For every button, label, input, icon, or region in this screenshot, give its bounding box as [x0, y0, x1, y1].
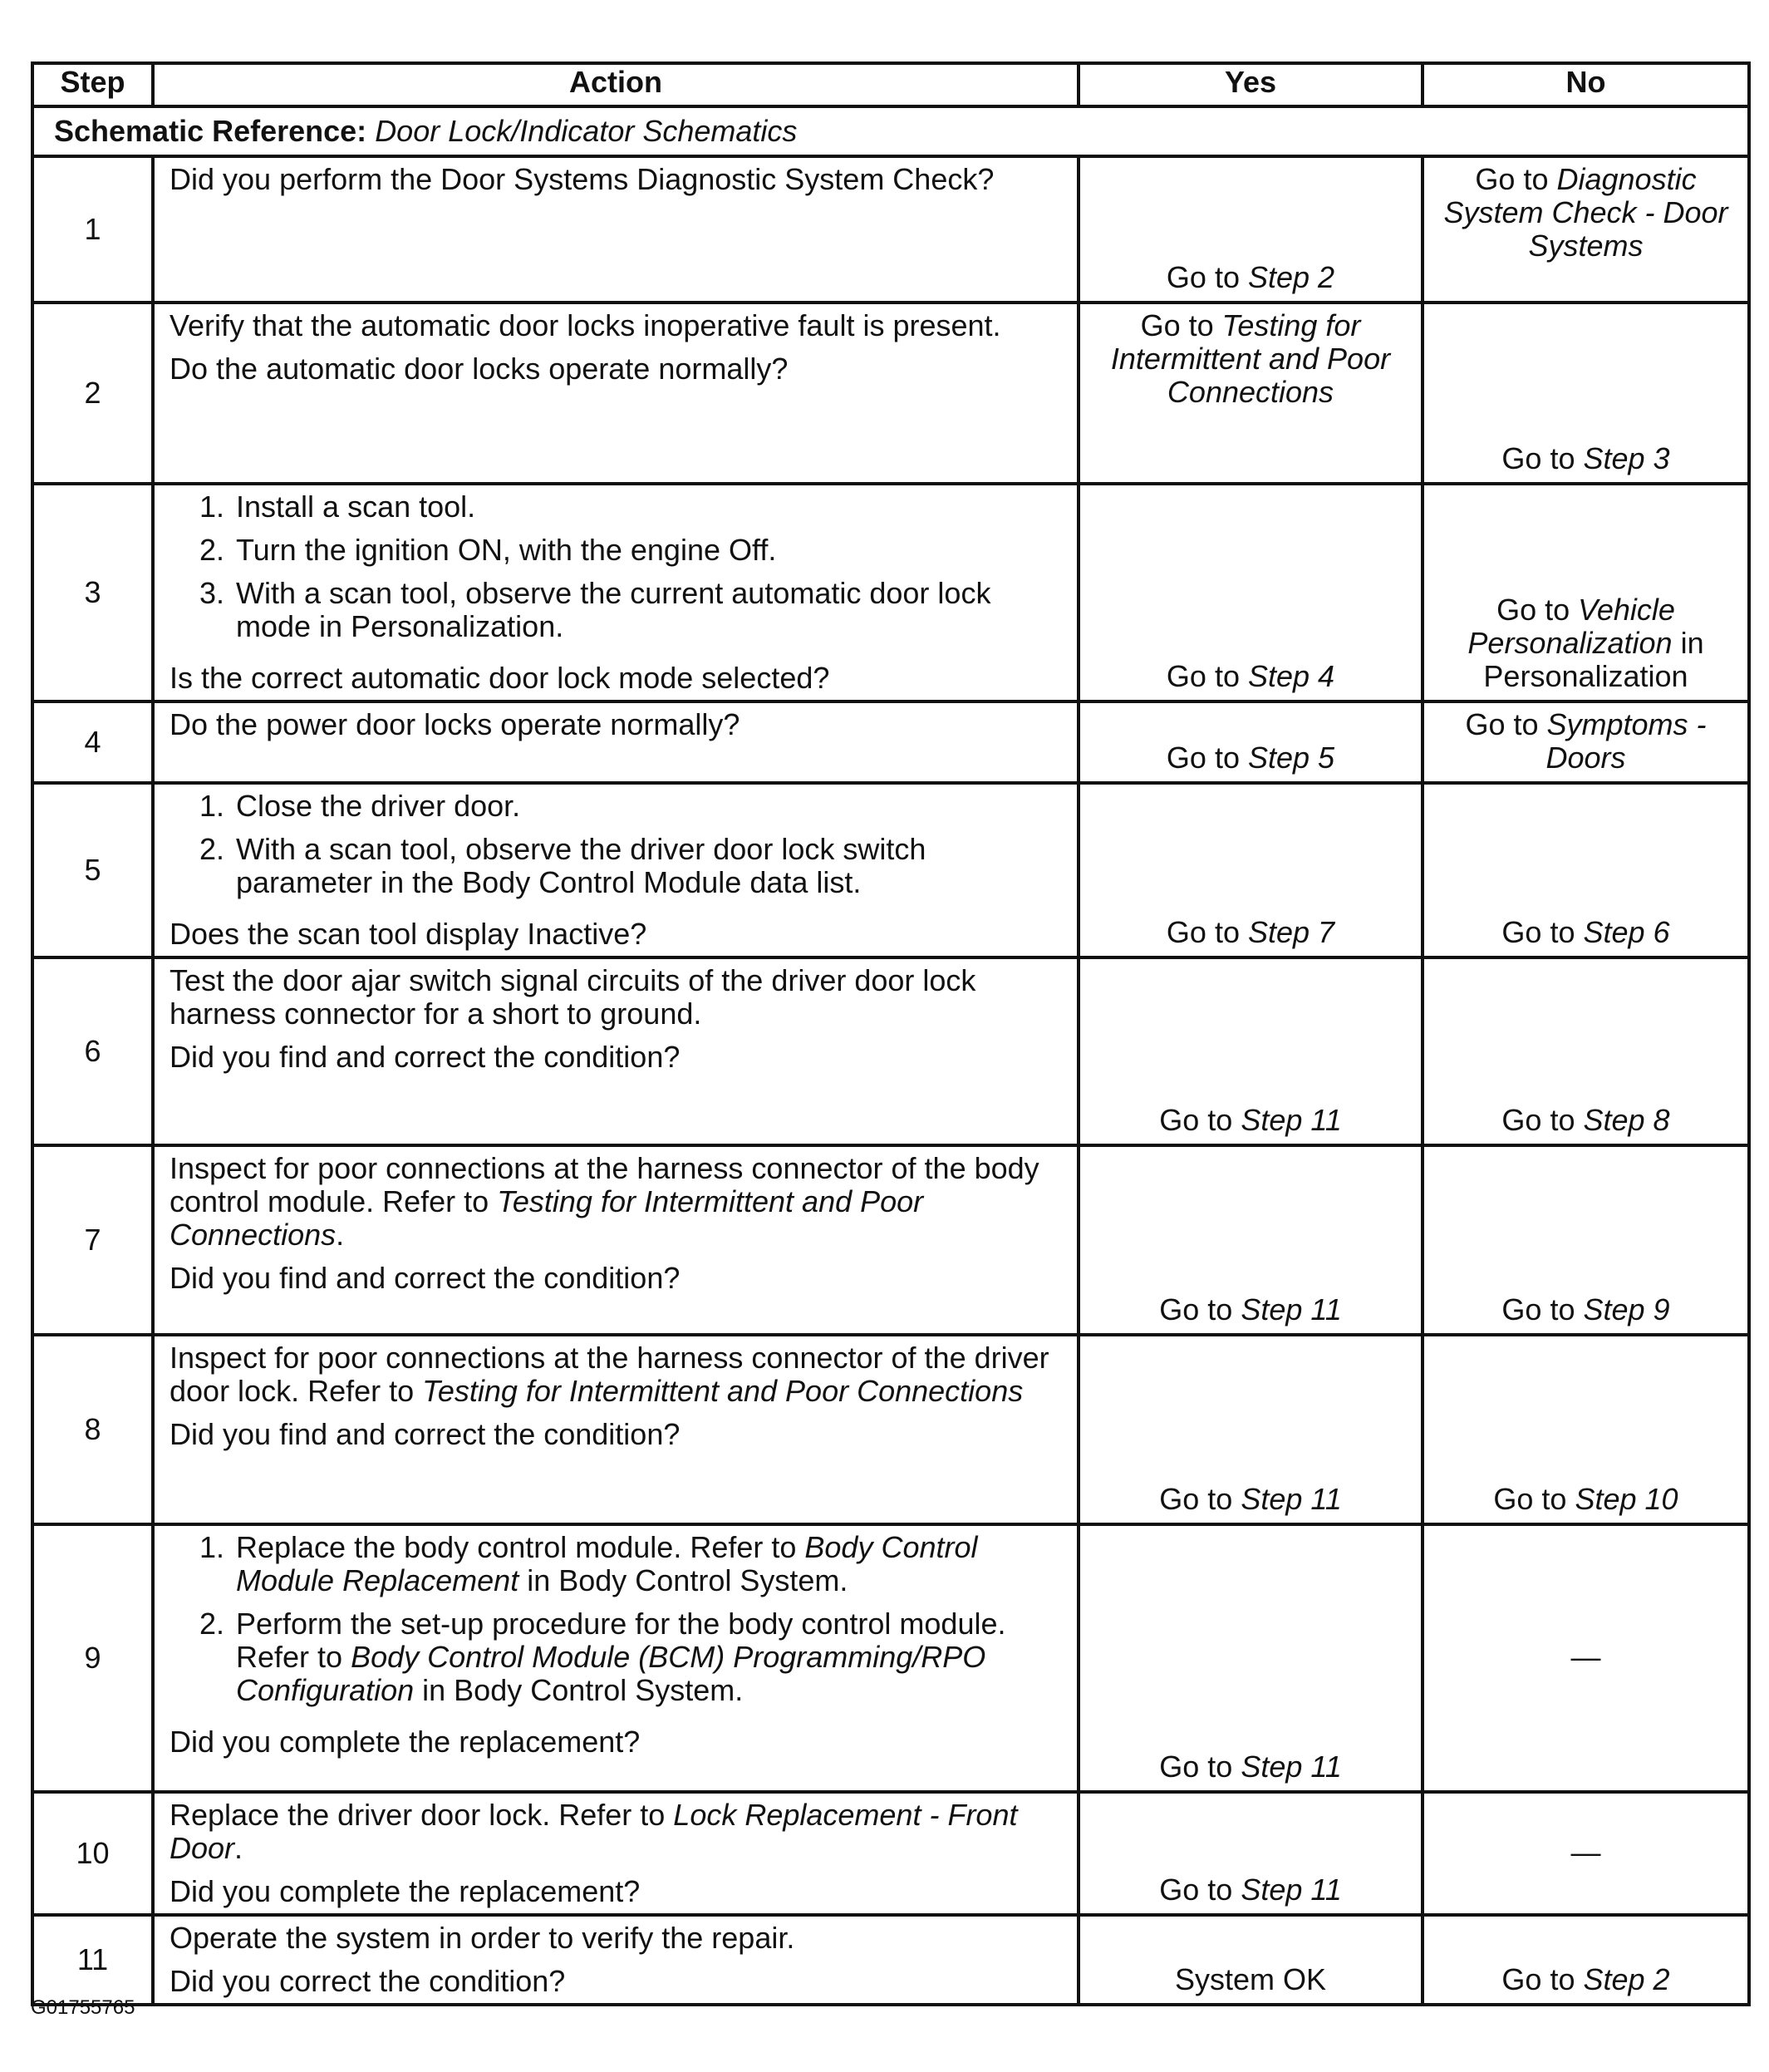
list-item: 3. With a scan tool, observe the current automatic door lock mode in Personalization.	[199, 576, 991, 643]
step-number: 2	[32, 303, 153, 484]
action-cell	[153, 484, 1079, 701]
table-header-row	[32, 63, 1749, 106]
table-row	[32, 484, 1749, 701]
diagnostic-table	[31, 62, 1751, 2006]
action-text: Operate the system in order to verify the repair.	[170, 1921, 795, 1955]
list-item: 1. Install a scan tool.	[199, 490, 476, 524]
action-cell	[153, 1145, 1079, 1335]
action-cell	[153, 957, 1079, 1145]
action-question: Is the correct automatic door lock mode selected?	[170, 661, 830, 695]
reference-link[interactable]: Testing for Intermittent and Poor Connections	[422, 1374, 1024, 1408]
yes-cell[interactable]: Go to Step 7	[1079, 783, 1423, 957]
action-question: Do the automatic door locks operate normally?	[170, 352, 789, 386]
procedure-list	[170, 790, 1062, 909]
table-row	[32, 783, 1749, 957]
action-cell	[153, 1792, 1079, 1915]
action-text: Verify that the automatic door locks inoperative fault is present.	[170, 308, 1001, 342]
step-number: 9	[32, 1524, 153, 1792]
no-cell[interactable]: Go to Step 2	[1423, 1915, 1749, 2005]
yes-cell[interactable]: Go to Step 11	[1079, 1335, 1423, 1524]
yes-cell[interactable]: Go to Step 4	[1079, 484, 1423, 701]
header-step: Step	[32, 63, 153, 106]
step-number: 4	[32, 701, 153, 783]
action-cell	[153, 1335, 1079, 1524]
table-row	[32, 1915, 1749, 2005]
no-cell	[1423, 1792, 1749, 1915]
procedure-list	[170, 490, 1062, 653]
yes-cell[interactable]: Go to Step 11	[1079, 1145, 1423, 1335]
step-number: 11	[32, 1915, 153, 2005]
table-row	[32, 957, 1749, 1145]
no-cell	[1423, 1524, 1749, 1792]
action-text: Inspect for poor connections at the harness connector of the driver door lock. Refer to Testing for Intermittent and Poor Connections	[170, 1341, 1049, 1408]
table-row	[32, 701, 1749, 783]
action-text: Test the door ajar switch signal circuits of the driver door lock harness connector for a short to ground.	[170, 963, 976, 1031]
reference-link[interactable]: Testing for Intermittent and Poor Connections	[170, 1184, 924, 1252]
figure-id: G01755765	[31, 1996, 135, 2019]
step-number: 1	[32, 156, 153, 303]
no-cell[interactable]: Go to Step 9	[1423, 1145, 1749, 1335]
no-cell[interactable]: Go to Symptoms - Doors	[1423, 701, 1749, 783]
yes-cell: System OK	[1079, 1915, 1423, 2005]
yes-cell[interactable]: Go to Step 5	[1079, 701, 1423, 783]
no-cell[interactable]: Go to Step 6	[1423, 783, 1749, 957]
no-cell[interactable]: Go to Step 3	[1423, 303, 1749, 484]
step-number: 8	[32, 1335, 153, 1524]
yes-cell[interactable]: Go to Testing for Intermittent and Poor Connections	[1079, 303, 1423, 484]
no-cell[interactable]: Go to Diagnostic System Check - Door Systems	[1423, 156, 1749, 303]
table-row	[32, 1335, 1749, 1524]
action-question: Did you find and correct the condition?	[170, 1040, 681, 1074]
yes-cell[interactable]: Go to Step 11	[1079, 1792, 1423, 1915]
step-number: 10	[32, 1792, 153, 1915]
no-cell[interactable]: Go to Step 8	[1423, 957, 1749, 1145]
action-question: Do the power door locks operate normally?	[170, 707, 740, 741]
schematic-reference	[32, 106, 1749, 156]
schematic-reference-label: Schematic Reference:	[54, 114, 367, 148]
action-text: Replace the driver door lock. Refer to Lock Replacement - Front Door.	[170, 1798, 1018, 1865]
yes-cell[interactable]: Go to Step 2	[1079, 156, 1423, 303]
step-number: 3	[32, 484, 153, 701]
table-row	[32, 156, 1749, 303]
action-cell	[153, 701, 1079, 783]
reference-link[interactable]: Body Control Module Replacement	[236, 1530, 978, 1597]
table-row	[32, 1792, 1749, 1915]
yes-cell[interactable]: Go to Step 11	[1079, 1524, 1423, 1792]
action-text: Did you perform the Door Systems Diagnostic System Check?	[170, 162, 995, 196]
action-question: Did you complete the replacement?	[170, 1874, 641, 1908]
action-cell	[153, 156, 1079, 303]
no-cell[interactable]: Go to Vehicle Personalization in Personalization	[1423, 484, 1749, 701]
action-question: Did you complete the replacement?	[170, 1725, 641, 1759]
header-yes: Yes	[1079, 63, 1423, 106]
header-no: No	[1423, 63, 1749, 106]
schematic-reference-row	[32, 106, 1749, 156]
table-row	[32, 303, 1749, 484]
step-number: 6	[32, 957, 153, 1145]
list-item: 2. With a scan tool, observe the driver door lock switch parameter in the Body Control Module data list.	[199, 832, 926, 899]
list-item: 2. Perform the set-up procedure for the body control module. Refer to Body Control Module (BCM) Programming/RPO Configuration in Body Control System.	[199, 1607, 1006, 1707]
not-applicable-dash: —	[1570, 1640, 1601, 1674]
list-item: 1. Replace the body control module. Refer to Body Control Module Replacement in Body Control System.	[199, 1530, 978, 1597]
not-applicable-dash: —	[1570, 1835, 1601, 1869]
action-text: Inspect for poor connections at the harness connector of the body control module. Refer to Testing for Intermittent and Poor Connections.	[170, 1151, 1039, 1252]
action-cell	[153, 783, 1079, 957]
reference-link[interactable]: Lock Replacement - Front Door	[170, 1798, 1018, 1865]
header-action: Action	[153, 63, 1079, 106]
table-row	[32, 1524, 1749, 1792]
action-cell	[153, 303, 1079, 484]
action-question: Does the scan tool display Inactive?	[170, 917, 647, 951]
no-cell[interactable]: Go to Step 10	[1423, 1335, 1749, 1524]
yes-cell[interactable]: Go to Step 11	[1079, 957, 1423, 1145]
action-cell	[153, 1524, 1079, 1792]
step-number: 7	[32, 1145, 153, 1335]
reference-link[interactable]: Body Control Module (BCM) Programming/RPO Configuration	[236, 1640, 986, 1707]
list-item: 2. Turn the ignition ON, with the engine Off.	[199, 533, 777, 567]
schematic-reference-link[interactable]: Door Lock/Indicator Schematics	[375, 114, 798, 148]
action-question: Did you correct the condition?	[170, 1964, 566, 1998]
procedure-list	[170, 1531, 1062, 1717]
table-row	[32, 1145, 1749, 1335]
action-question: Did you find and correct the condition?	[170, 1417, 681, 1451]
action-cell	[153, 1915, 1079, 2005]
step-number: 5	[32, 783, 153, 957]
list-item: 1. Close the driver door.	[199, 789, 521, 823]
action-question: Did you find and correct the condition?	[170, 1261, 681, 1295]
